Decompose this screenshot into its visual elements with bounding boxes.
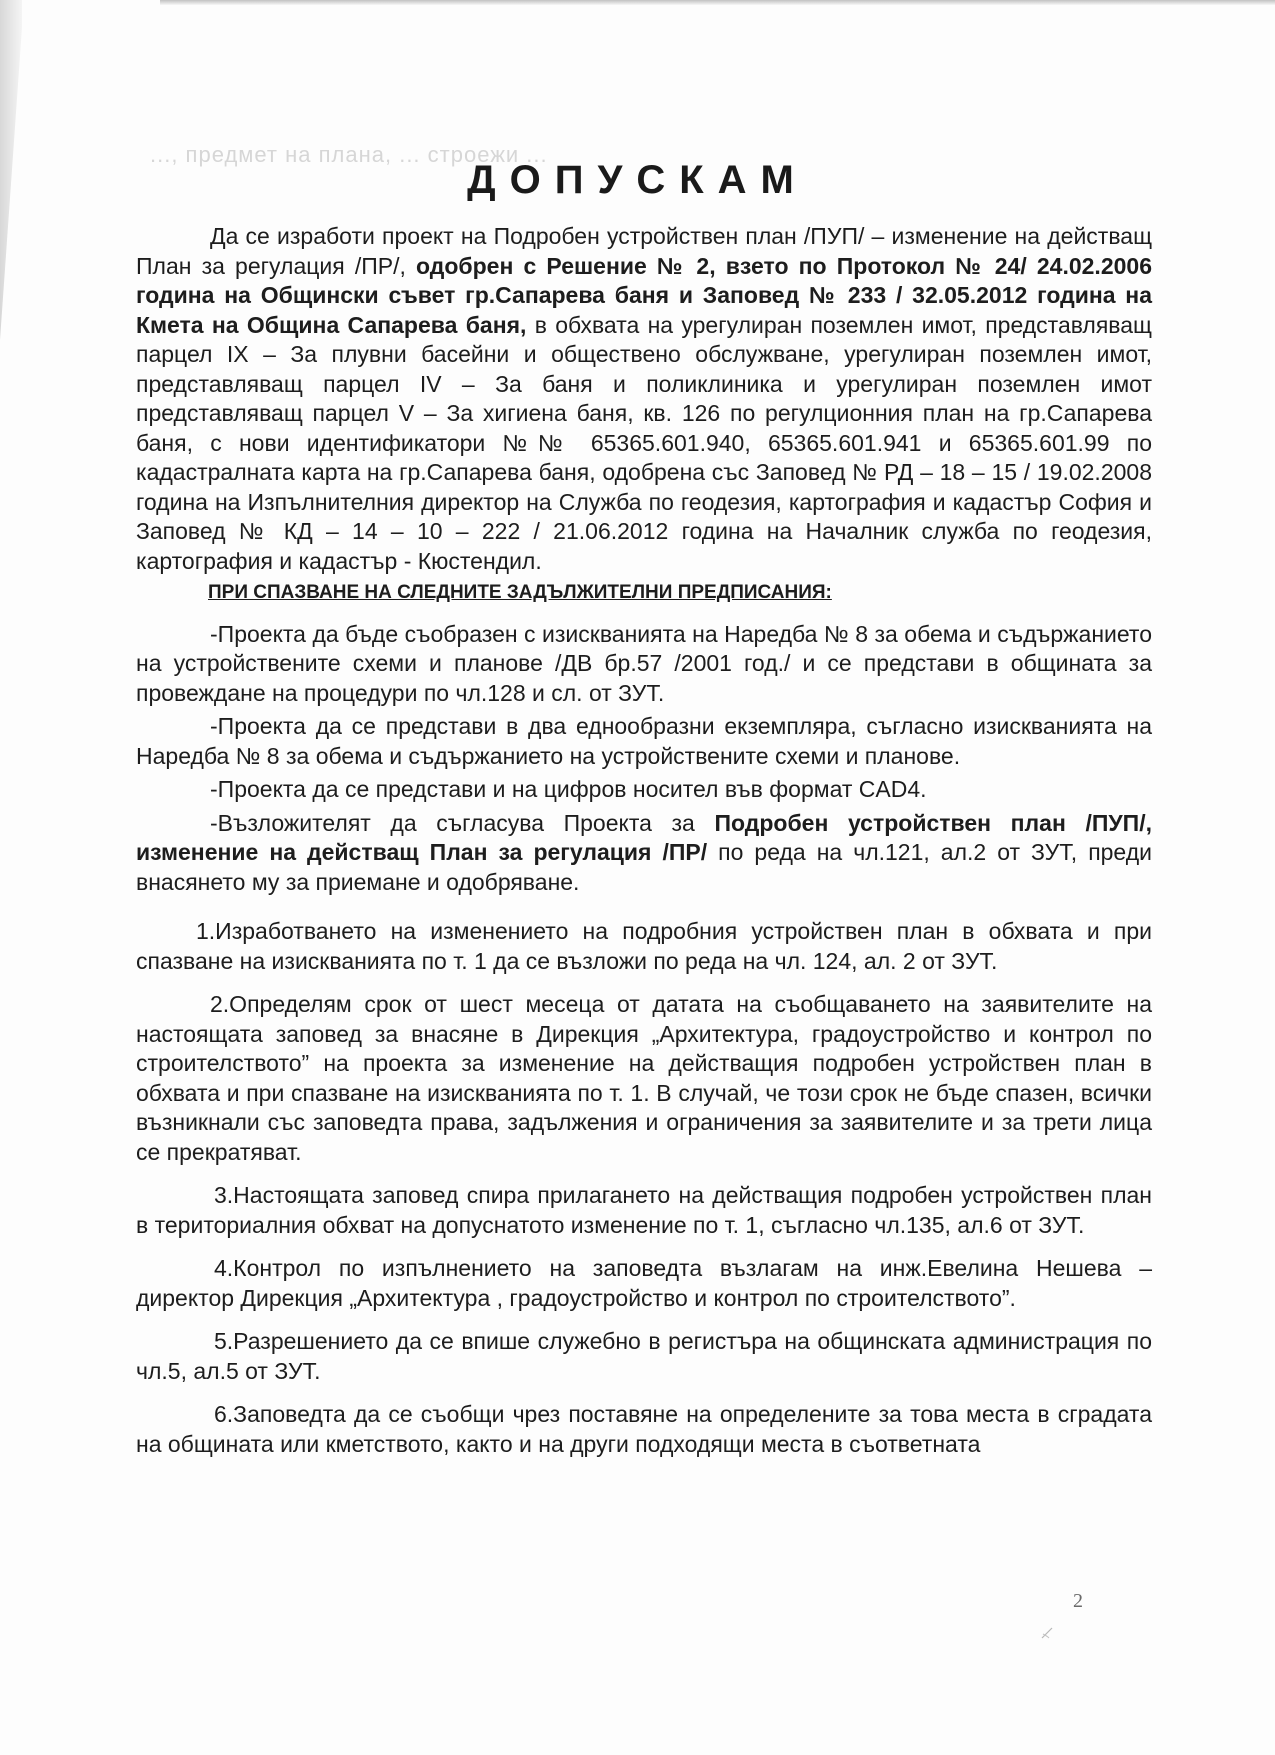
intro-paragraph (136, 222, 1152, 576)
page-number: 2 (1073, 1590, 1083, 1612)
requirement-4-start: -Възложителят да съгласува Проекта за (210, 809, 715, 836)
pen-mark-icon (1040, 1626, 1054, 1640)
bleed-through-text: ..., предмет на плана, ... строежи ... (150, 142, 548, 167)
intro-text-start: Да се изработи проект на Подробен устройствен план /ПУП/ – изменение на действащ План за регулация /ПР/, (136, 223, 1152, 279)
document-title: ДОПУСКАМ (467, 158, 808, 202)
scan-shadow-top (160, 0, 1275, 5)
item-5: 5.Разрешението да се впише служебно в регистъра на общинската администрация по чл.5, ал.5 от ЗУТ. (136, 1328, 1152, 1384)
item-6: 6.Заповедта да се съобщи чрез поставяне на определените за това места в сградата на общината или кметството, както и на други подходящи места в съответната (136, 1401, 1152, 1457)
requirement-3: -Проекта да се представи и на цифров носител във формат CAD4. (210, 776, 927, 802)
item-3: 3.Настоящата заповед спира прилагането на действащия подробен устройствен план в териториалния обхват на допуснатото изменение по т. 1, съгласно чл.135, ал.6 от ЗУТ. (136, 1182, 1152, 1238)
requirements-heading: ПРИ СПАЗВАНЕ НА СЛЕДНИТЕ ЗАДЪЛЖИТЕЛНИ ПРЕДПИСАНИЯ: (208, 582, 832, 603)
intro-text-end: в обхвата на урегулиран поземлен имот, представляващ парцел IX – За плувни басейни и обществено обслужване, урегулиран поземлен имот, представляващ парцел IV – За баня и поликлиника и урегулиран поземлен имот представляващ парцел V – За хигиена баня, кв. 126 по регулционния план на гр.Сапарева баня, с нови идентификатори №№ 65365.601.940, 65365.601.941 и 65365.601.99 по кадастралната карта на гр.Сапарева баня, одобрена със Заповед № РД – 18 – 15 / 19.02.2008 година на Изпълнителния директор на Служба по геодезия, картография и кадастър София и Заповед № КД – 14 – 10 – 222 / 21.06.2012 година на Началник служба по геодезия, картография и кадастър - Кюстендил. (136, 311, 1152, 574)
requirement-4-end: по реда на чл.121, ал.2 от ЗУТ, преди внасянето му за приемане и одобряване. (136, 839, 1152, 895)
requirement-4-bold: Подробен устройствен план /ПУП/, изменение на действащ План за регулация /ПР/ (136, 809, 1152, 865)
requirement-2: -Проекта да се представи в два еднообразни екземпляра, съгласно изискванията на Наредба № 8 за обема и съдържанието на устройствените схеми и планове. (136, 713, 1152, 769)
document-body (136, 222, 1152, 1459)
requirement-1: -Проекта да бъде съобразен с изискванията на Наредба № 8 за обема и съдържанието на устройствените схеми и планове /ДВ бр.57 /2001 год./ и се представи в общината за провеждане на процедури по чл.128 и сл. от ЗУТ. (136, 620, 1152, 706)
item-2: 2.Определям срок от шест месеца от датата на съобщаването на заявителите на настоящата заповед за внасяне в Дирекция „Архитектура, градоустройство и контрол по строителството” на проекта за изменение на действащия подробен устройствен план в обхвата и при спазване на изискванията по т. 1. В случай, че този срок не бъде спазен, всички възникнали със заповедта права, задължения и ограничения за заявителите и за трети лица се прекратяват. (136, 991, 1152, 1165)
intro-text-bold: одобрен с Решение № 2, взето по Протокол № 24/ 24.02.2006 година на Общински съвет гр.Сапарева баня и Заповед № 233 / 32.05.2012 година на Кмета на Община Сапарева баня, (136, 252, 1152, 338)
requirement-4 (136, 809, 1152, 898)
item-4: 4.Контрол по изпълнението на заповедта възлагам на инж.Евелина Нешева – директор Дирекция „Архитектура , градоустройство и контрол по строителството”. (136, 1255, 1152, 1311)
item-1: 1.Изработването на изменението на подробния устройствен план в обхвата и при спазване на изискванията по т. 1 да се възложи по реда на чл. 124, ал. 2 от ЗУТ. (136, 918, 1152, 974)
